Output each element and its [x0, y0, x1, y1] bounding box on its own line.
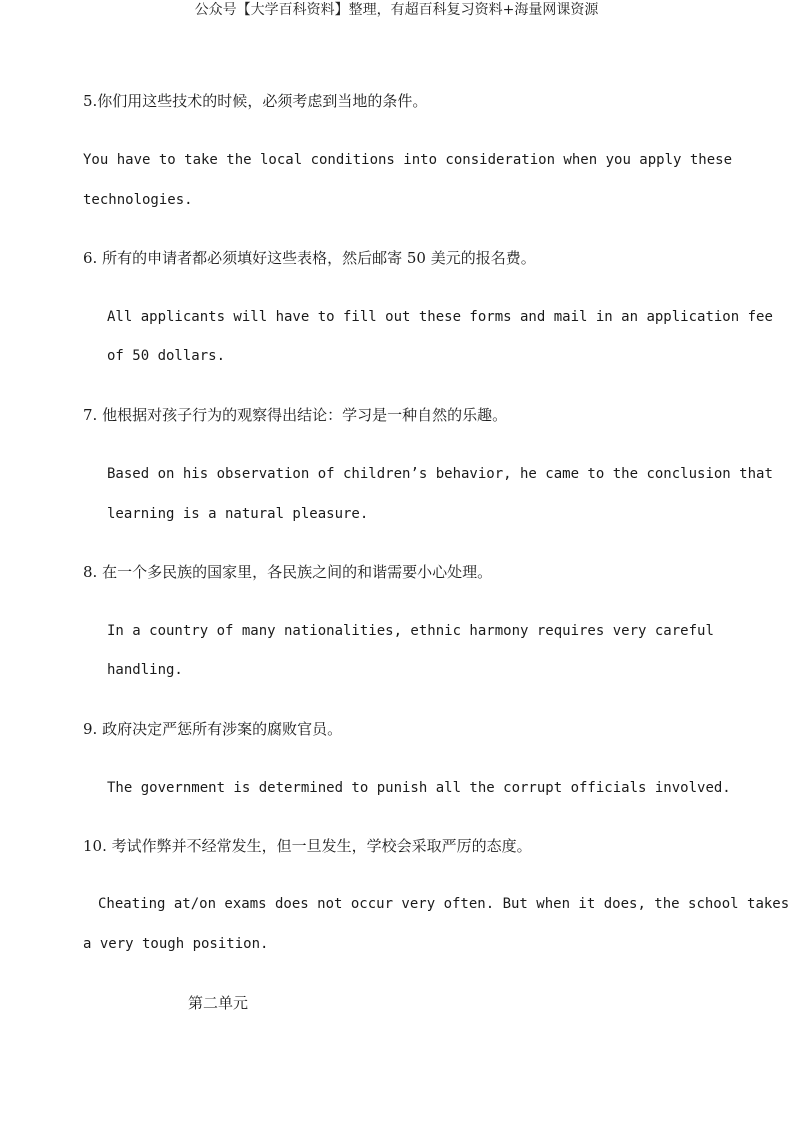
page-header: 公众号【大学百科资料】整理，有超百科复习资料+海量网课资源 — [194, 2, 599, 18]
section-title: 第二单元 — [188, 994, 249, 1012]
item-8-english-line-2: handling. — [107, 662, 183, 678]
item-10-english-line-1: Cheating at/on exams does not occur very often. But when it does, the school takes — [98, 896, 790, 912]
item-7-english-line-2: learning is a natural pleasure. — [107, 506, 369, 522]
item-6-english-line-1: All applicants will have to fill out these forms and mail in an application fee — [107, 309, 773, 325]
item-10-english-line-2: a very tough position. — [83, 936, 269, 952]
item-5-english-line-2: technologies. — [83, 192, 193, 208]
item-5-english-line-1: You have to take the local conditions into consideration when you apply these — [83, 152, 733, 168]
item-8-english-line-1: In a country of many nationalities, ethnic harmony requires very careful — [107, 623, 714, 639]
item-9-chinese: 9. 政府决定严惩所有涉案的腐败官员。 — [83, 720, 343, 738]
item-9-english-line-1: The government is determined to punish all the corrupt officials involved. — [107, 780, 731, 796]
item-10-chinese: 10. 考试作弊并不经常发生，但一旦发生，学校会采取严厉的态度。 — [83, 837, 532, 855]
item-6-chinese: 6. 所有的申请者都必须填好这些表格，然后邮寄 50 美元的报名费。 — [83, 249, 536, 267]
item-7-chinese: 7. 他根据对孩子行为的观察得出结论：学习是一种自然的乐趣。 — [83, 406, 508, 424]
item-6-english-line-2: of 50 dollars. — [107, 348, 226, 364]
item-7-english-line-1: Based on his observation of children’s behavior, he came to the conclusion that — [107, 466, 773, 482]
item-8-chinese: 8. 在一个多民族的国家里，各民族之间的和谐需要小心处理。 — [83, 563, 493, 581]
item-5-chinese: 5.你们用这些技术的时候，必须考虑到当地的条件。 — [83, 92, 428, 110]
